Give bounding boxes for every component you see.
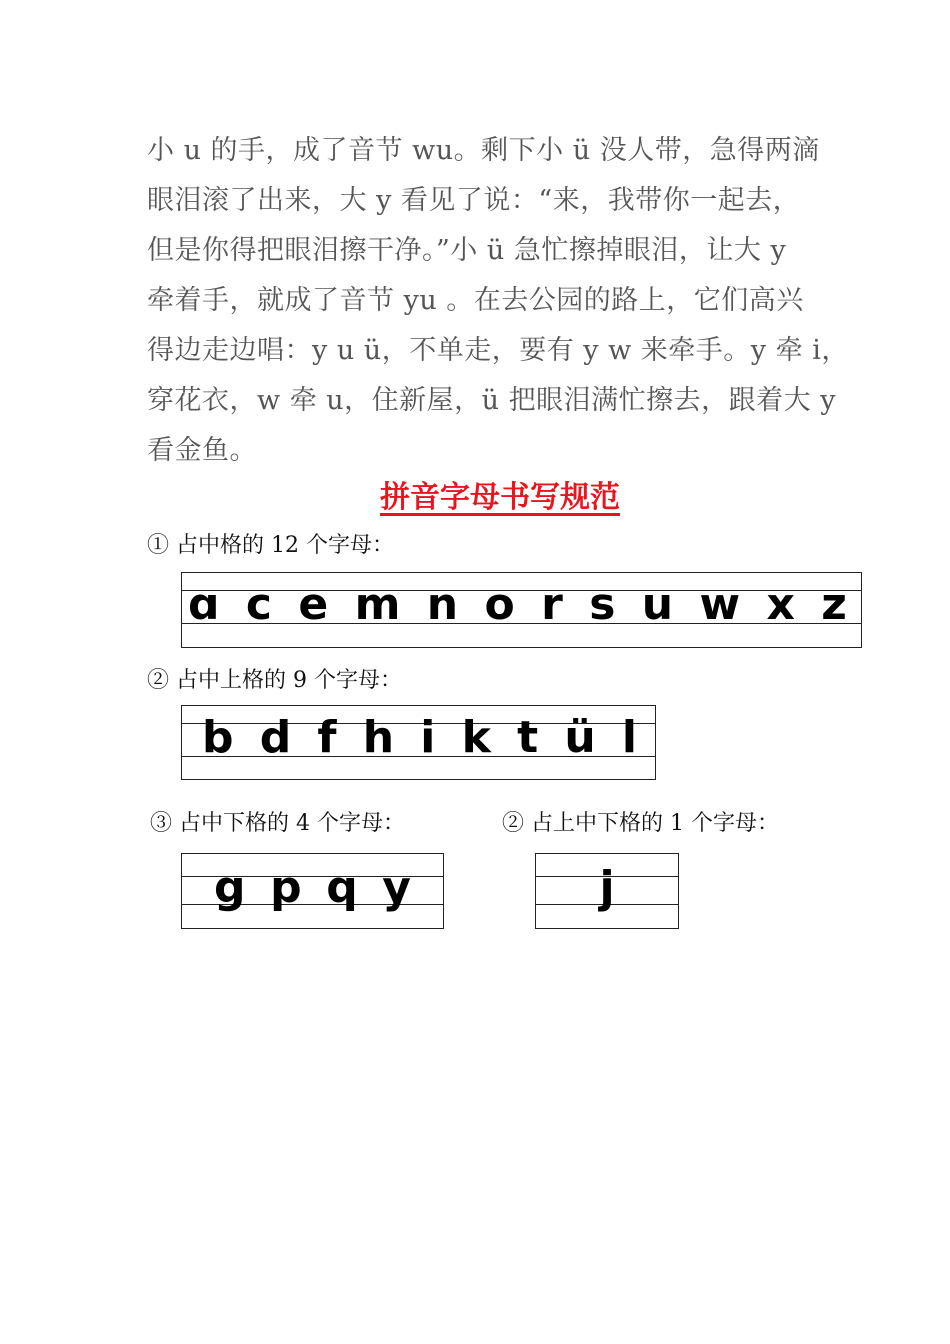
paragraph-line: 眼泪滚了出来，大 y 看见了说：“来，我带你一起去， [147, 185, 801, 216]
section-label-middle: ① 占中格的 12 个字母： [147, 533, 394, 558]
pinyin-letter: e [298, 579, 329, 630]
section-title: 拼音字母书写规范 [380, 480, 620, 515]
paragraph-line: 小 u 的手，成了音节 wu。剩下小 ü 没人带，急得两滴 [147, 135, 820, 166]
pinyin-letter: w [699, 579, 741, 630]
pinyin-letter: d [259, 712, 292, 763]
pinyin-letter: n [426, 579, 459, 630]
pinyin-letter: i [420, 712, 436, 763]
pinyin-letter: r [541, 579, 563, 630]
pinyin-letter: g [214, 862, 246, 913]
pinyin-letter: l [621, 712, 637, 763]
story-paragraph [147, 126, 849, 476]
pinyin-letter: c [245, 579, 272, 630]
writing-grid-full [535, 853, 679, 929]
pinyin-letter: z [821, 579, 847, 630]
pinyin-letter: ɑ [188, 579, 220, 630]
pinyin-letter: p [270, 862, 302, 913]
paragraph-line: 牵着手，就成了音节 yu 。在去公园的路上，它们高兴 [147, 285, 804, 316]
pinyin-letter: s [589, 579, 616, 630]
section-label-full: ② 占上中下格的 1 个字母： [502, 811, 779, 836]
pinyin-letter: x [766, 579, 795, 630]
section-label-middle-upper: ② 占中上格的 9 个字母： [147, 668, 402, 693]
pinyin-letter: u [641, 579, 674, 630]
letter-row [182, 712, 655, 763]
pinyin-letter: m [354, 579, 401, 630]
pinyin-letter: q [326, 862, 358, 913]
letter-row [182, 579, 861, 630]
writing-grid-middle-lower [181, 853, 444, 929]
pinyin-letter: y [382, 862, 411, 913]
paragraph-line: 但是你得把眼泪擦干净。”小 ü 急忙擦掉眼泪，让大 y [147, 235, 787, 266]
section-label-middle-lower: ③ 占中下格的 4 个字母： [150, 811, 405, 836]
pinyin-letter: ü [564, 712, 596, 763]
pinyin-letter: t [517, 712, 539, 763]
pinyin-letter: b [202, 712, 234, 763]
pinyin-letter: j [599, 862, 615, 913]
paragraph-line: 看金鱼。 [147, 435, 257, 466]
writing-grid-middle [181, 572, 862, 648]
pinyin-letter: h [362, 712, 395, 763]
paragraph-line: 得边走边唱：y u ü，不单走，要有 y w 来牵手。y 牵 i， [147, 335, 849, 366]
letter-row [536, 862, 678, 913]
writing-grid-middle-upper [181, 705, 656, 780]
pinyin-letter: f [317, 712, 337, 763]
letter-row [182, 862, 443, 913]
paragraph-line: 穿花衣，w 牵 u，住新屋，ü 把眼泪满忙擦去，跟着大 y [147, 385, 836, 416]
pinyin-letter: o [484, 579, 515, 630]
pinyin-letter: k [461, 712, 491, 763]
